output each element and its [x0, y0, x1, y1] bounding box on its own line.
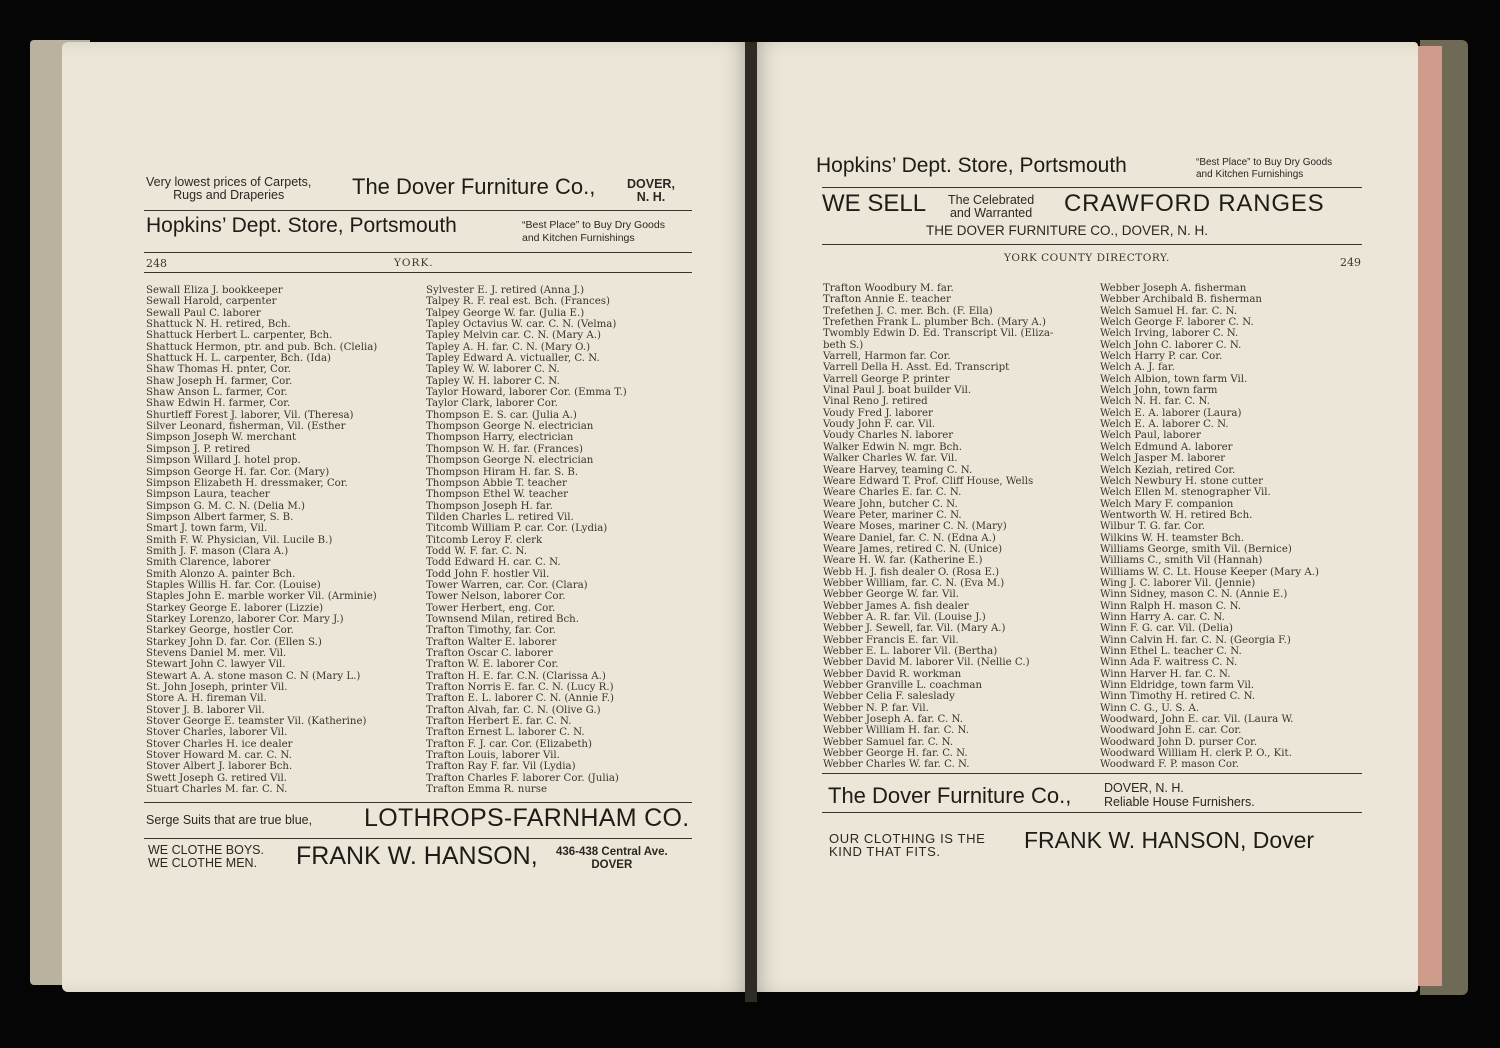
directory-entry: Tilden Charles L. retired Vil. — [426, 511, 574, 523]
directory-entry: Weare Harvey, teaming C. N. — [823, 464, 973, 476]
directory-entry: Webber William, far. C. N. (Eva M.) — [823, 577, 1005, 589]
divider — [822, 244, 1362, 245]
hanson-address — [556, 846, 668, 871]
directory-entry: Welch Jasper M. laborer — [1100, 453, 1226, 465]
directory-entry: Tower Herbert, eng. Cor. — [426, 602, 556, 614]
directory-entry: Webber Samuel far. C. N. — [823, 736, 954, 748]
directory-entry: Thompson Ethel W. teacher — [426, 489, 568, 501]
directory-entry: Weare Moses, mariner C. N. (Mary) — [823, 521, 1007, 533]
directory-entry: Woodward F. P. mason Cor. — [1100, 759, 1240, 771]
directory-entry: Webber Francis E. far. Vil. — [823, 634, 959, 646]
directory-entry: Taylor Howard, laborer Cor. (Emma T.) — [426, 387, 627, 399]
directory-entry: Shaw Edwin H. farmer, Cor. — [146, 398, 291, 410]
directory-entry: Weare Daniel, far. C. N. (Edna A.) — [823, 532, 996, 544]
directory-entry: Tapley W. W. laborer C. N. — [426, 364, 560, 376]
directory-entry: Thompson George N. electrician — [426, 455, 594, 467]
directory-entry: Welch E. A. laborer C. N. — [1100, 419, 1229, 431]
directory-entry: Smith Clarence, laborer — [146, 557, 271, 569]
directory-entry: Wilbur T. G. far. Cor. — [1100, 521, 1206, 533]
dover-place-line-2: N. H. — [636, 190, 666, 204]
directory-entry: Wing J. C. laborer Vil. (Jennie) — [1100, 577, 1256, 589]
our-clothing-line-2: KIND THAT FITS. — [829, 843, 941, 859]
directory-entry: Simpson G. M. C. N. (Delia M.) — [146, 500, 306, 512]
directory-entry: Woodward, John E. car. Vil. (Laura W. — [1100, 714, 1294, 726]
carpets-ad-line-2: Rugs and Draperies — [173, 188, 285, 202]
directory-entry: Winn Harry A. car. C. N. — [1100, 611, 1225, 623]
directory-entry: Shurtleff Forest J. laborer, Vil. (Theresa) — [146, 409, 354, 421]
directory-entry: Webber David M. laborer Vil. (Nellie C.) — [823, 657, 1030, 669]
directory-entry: Talpey George W. far. (Julia E.) — [426, 307, 585, 319]
directory-entry: Simpson J. P. retired — [146, 443, 251, 455]
directory-entry: Store A. H. fireman Vil. — [146, 693, 267, 705]
directory-entry: Smart J. town farm, Vil. — [146, 523, 268, 535]
directory-entry: Trafton Norris E. far. C. N. (Lucy R.) — [426, 682, 614, 694]
directory-entry: Staples Willis H. far. Cor. (Louise) — [146, 579, 321, 591]
directory-entry: Staples John E. marble worker Vil. (Arminie) — [146, 591, 377, 603]
directory-entry: Winn Sidney, mason C. N. (Annie E.) — [1100, 589, 1288, 601]
directory-entry: Webb H. J. fish dealer O. (Rosa E.) — [823, 566, 1000, 578]
directory-entry: Titcomb Leroy F. clerk — [426, 534, 543, 546]
hopkins-tagline-right — [1196, 157, 1332, 181]
directory-entry: Tower Warren, car. Cor. (Clara) — [426, 579, 588, 591]
directory-entry: Webber William H. far. C. N. — [823, 725, 969, 737]
directory-entry: Simpson Albert farmer, S. B. — [146, 511, 294, 523]
directory-entry: Thompson W. H. far. (Frances) — [426, 443, 583, 455]
directory-entry: Trafton Herbert E. far. C. N. — [426, 716, 572, 728]
directory-entry: Weare Edward T. Prof. Cliff House, Wells — [823, 475, 1034, 487]
directory-entry: Wentworth W. H. retired Bch. — [1100, 509, 1253, 521]
hopkins-store-name: Hopkins’ Dept. Store, Portsmouth — [146, 214, 457, 237]
directory-entry: Woodward John E. car. Cor. — [1100, 725, 1242, 737]
directory-entry: Smith J. F. mason (Clara A.) — [146, 545, 289, 557]
carpets-ad-text — [146, 176, 311, 202]
directory-entry: Tapley Octavius W. car. C. N. (Velma) — [426, 319, 617, 331]
directory-entry: Welch Ellen M. stenographer Vil. — [1100, 487, 1271, 499]
running-head: YORK. — [394, 257, 434, 269]
directory-entry: Sewall Paul C. laborer — [146, 307, 261, 319]
directory-column-1 — [146, 285, 416, 795]
directory-entry: Trefethen J. C. mer. Bch. (F. Ella) — [823, 305, 993, 317]
directory-entry: Walker Charles W. far. Vil. — [823, 453, 958, 465]
directory-entry: Starkey Lorenzo, laborer Cor. Mary J.) — [146, 613, 344, 625]
directory-entry: Trafton Oscar C. laborer — [426, 648, 553, 659]
divider — [144, 272, 692, 273]
hanson-address-1: 436-438 Central Ave. — [556, 846, 668, 858]
dover-furniture-bottom-place: DOVER, N. H. — [1104, 781, 1184, 795]
directory-entry: Sewall Eliza J. bookkeeper — [146, 285, 283, 296]
directory-entry: Webber Archibald B. fisherman — [1100, 294, 1262, 306]
directory-entry: Talpey R. F. real est. Bch. (Frances) — [426, 296, 610, 308]
directory-entry: Welch E. A. laborer (Laura) — [1100, 407, 1242, 419]
directory-column-4 — [1100, 283, 1370, 771]
hopkins-tagline — [522, 219, 665, 244]
left-page — [62, 42, 752, 992]
hanson-name: FRANK W. HANSON, — [296, 842, 538, 870]
directory-entry: Silver Leonard, fisherman, Vil. (Esther — [146, 421, 346, 433]
directory-entry: Welch Mary F. companion — [1100, 498, 1234, 510]
directory-entry: Titcomb William P. car. Cor. (Lydia) — [426, 523, 608, 535]
directory-entry: Shaw Thomas H. pnter, Cor. — [146, 364, 291, 376]
directory-entry: Thompson Abbie T. teacher — [426, 477, 567, 489]
directory-entry: Tapley W. H. laborer C. N. — [426, 375, 560, 387]
directory-entry: Shaw Anson L. farmer, Cor. — [146, 387, 288, 399]
directory-entry: Stover J. B. laborer Vil. — [146, 704, 265, 716]
directory-entry: Winn Ada F. waitress C. N. — [1100, 657, 1238, 669]
directory-entry: Taylor Clark, laborer Cor. — [426, 398, 558, 410]
directory-entry: Voudy Charles N. laborer — [823, 430, 954, 442]
directory-entry: Walker Edwin N. mgr. Bch. — [823, 441, 963, 453]
directory-entry: Trafton Louis, laborer Vil. — [426, 750, 560, 762]
directory-entry: Smith F. W. Physician, Vil. Lucile B.) — [146, 534, 333, 546]
directory-entry: Woodward John D. purser Cor. — [1100, 736, 1258, 748]
directory-entry: Webber N. P. far. Vil. — [823, 702, 929, 714]
we-sell: WE SELL — [822, 190, 927, 217]
directory-entry: Simpson George H. far. Cor. (Mary) — [146, 466, 330, 478]
directory-entry: Trafton Emma R. nurse — [426, 784, 548, 796]
directory-entry: Shattuck N. H. retired, Bch. — [146, 319, 291, 331]
directory-entry: Simpson Joseph W. merchant — [146, 432, 297, 444]
page-number-right: 249 — [1340, 256, 1361, 269]
directory-column-3 — [823, 283, 1095, 771]
directory-entry: Welch Edmund A. laborer — [1100, 441, 1233, 453]
directory-entry: Todd Edward H. car. C. N. — [426, 557, 561, 569]
directory-entry: Todd John F. hostler Vil. — [426, 568, 550, 580]
directory-entry: Trafton Alvah, far. C. N. (Olive G.) — [426, 704, 601, 716]
directory-entry: Welch Paul, laborer — [1100, 430, 1201, 442]
hopkins-tagline-2: and Kitchen Furnishings — [522, 231, 635, 244]
hanson-address-2: DOVER — [591, 858, 633, 871]
dover-furniture-bottom-tag — [1104, 782, 1255, 809]
directory-entry: St. John Joseph, printer Vil. — [146, 682, 288, 694]
divider — [822, 187, 1362, 188]
directory-entry: Welch John, town farm — [1100, 385, 1218, 397]
directory-entry: Shattuck Herbert L. carpenter, Bch. — [146, 330, 333, 342]
directory-entry: Trafton Walter E. laborer — [426, 636, 557, 648]
directory-entry: Simpson Laura, teacher — [146, 489, 270, 501]
directory-entry: Tapley Edward A. victualler, C. N. — [426, 353, 600, 365]
directory-entry: Welch Keziah, retired Cor. — [1100, 464, 1236, 476]
directory-entry: Stover Albert J. laborer Bch. — [146, 761, 293, 773]
directory-entry: Tapley Melvin car. C. N. (Mary A.) — [426, 330, 601, 342]
directory-entry: beth S.) — [823, 339, 864, 351]
directory-entry: Stewart A. A. stone mason C. N (Mary L.) — [146, 670, 361, 682]
directory-entry: Winn Calvin H. far. C. N. (Georgia F.) — [1100, 634, 1291, 646]
directory-entry: Shattuck H. L. carpenter, Bch. (Ida) — [146, 353, 331, 365]
directory-entry: Smith Alonzo A. painter Bch. — [146, 568, 296, 580]
lothrops-tagline: Serge Suits that are true blue, — [146, 813, 313, 827]
carpets-ad-line-1: Very lowest prices of Carpets, — [146, 175, 312, 189]
directory-entry: Welch Irving, laborer C. N. — [1100, 328, 1239, 340]
directory-entry: Thompson George N. electrician — [426, 421, 594, 433]
dover-furniture-company: THE DOVER FURNITURE CO., DOVER, N. H. — [926, 223, 1209, 238]
divider — [144, 252, 692, 253]
directory-entry: Stover Charles H. ice dealer — [146, 738, 293, 750]
directory-entry: Woodward William H. clerk P. O., Kit. — [1100, 748, 1292, 760]
directory-entry: Voudy Fred J. laborer — [823, 407, 933, 419]
directory-entry: Stover Howard M. car. C. N. — [146, 750, 292, 762]
hanson-tagline-2: WE CLOTHE MEN. — [148, 855, 258, 870]
directory-entry: Trafton Ernest L. laborer C. N. — [426, 727, 585, 739]
directory-entry: Thompson Hiram H. far. S. B. — [426, 466, 579, 478]
directory-entry: Trafton Ray F. far. Vil (Lydia) — [426, 761, 576, 773]
directory-entry: Trafton F. J. car. Cor. (Elizabeth) — [426, 738, 592, 750]
directory-entry: Swett Joseph G. retired Vil. — [146, 772, 288, 784]
directory-entry: Twombly Edwin D. Ed. Transcript Vil. (Eliza- — [823, 328, 1054, 340]
hopkins-tagline-right-1: “Best Place” to Buy Dry Goods — [1196, 157, 1333, 168]
directory-entry: Welch Albion, town farm Vil. — [1100, 373, 1248, 385]
directory-entry: Tapley A. H. far. C. N. (Mary O.) — [426, 341, 591, 353]
directory-entry: Trefethen Frank L. plumber Bch. (Mary A.) — [823, 317, 1047, 329]
directory-entry: Todd W. F. far. C. N. — [426, 545, 528, 557]
directory-entry: Sewall Harold, carpenter — [146, 296, 277, 308]
directory-entry: Welch Newbury H. stone cutter — [1100, 475, 1264, 487]
directory-entry: Winn C. G., U. S. A. — [1100, 702, 1200, 714]
divider — [144, 210, 692, 211]
directory-entry: Webber George W. far. Vil. — [823, 589, 959, 601]
directory-entry: Weare John, butcher C. N. — [823, 498, 958, 510]
divider — [822, 773, 1362, 774]
directory-entry: Weare Peter, mariner C. N. — [823, 509, 962, 521]
directory-entry: Webber Joseph A. fisherman — [1100, 283, 1247, 294]
directory-entry: Webber James A. fish dealer — [823, 600, 969, 612]
directory-entry: Webber Granville L. coachman — [823, 680, 983, 692]
directory-entry: Vinal Paul J. boat builder Vil. — [823, 385, 972, 397]
directory-column-2 — [426, 285, 696, 795]
directory-entry: Voudy John F. car. Vil. — [823, 419, 936, 431]
directory-entry: Shattuck Hermon, ptr. and pub. Bch. (Clelia) — [146, 341, 378, 353]
directory-entry: Vinal Reno J. retired — [823, 396, 928, 408]
directory-entry: Sylvester E. J. retired (Anna J.) — [426, 285, 585, 296]
directory-entry: Tower Nelson, laborer Cor. — [426, 591, 566, 603]
directory-entry: Webber Joseph A. far. C. N. — [823, 714, 963, 726]
directory-entry: Webber A. R. far. Vil. (Louise J.) — [823, 611, 986, 623]
divider — [144, 802, 692, 803]
hanson-tagline — [148, 844, 264, 869]
hopkins-tagline-right-2: and Kitchen Furnishings — [1196, 169, 1304, 180]
running-head-right: YORK COUNTY DIRECTORY. — [1004, 252, 1170, 264]
directory-entry: Varrell, Harmon far. Cor. — [823, 351, 951, 363]
hopkins-store-name-right: Hopkins’ Dept. Store, Portsmouth — [816, 154, 1127, 177]
dover-place — [627, 178, 675, 204]
directory-entry: Winn Ralph H. mason C. N. — [1100, 600, 1242, 612]
directory-entry: Webber Charles W. far. C. N. — [823, 759, 970, 771]
dover-furniture-bottom-name: The Dover Furniture Co., — [828, 783, 1072, 808]
directory-entry: Varrell George P. printer — [823, 373, 950, 385]
directory-entry: Williams C., smith Vil (Hannah) — [1100, 555, 1263, 567]
divider — [144, 838, 692, 839]
dover-furniture-name: The Dover Furniture Co., — [352, 174, 596, 199]
directory-entry: Trafton Timothy, far. Cor. — [426, 625, 556, 637]
dover-place-line-1: DOVER, — [627, 177, 675, 191]
directory-entry: Stover Charles, laborer Vil. — [146, 727, 288, 739]
directory-entry: Winn Timothy H. retired C. N. — [1100, 691, 1256, 703]
hopkins-tagline-1: “Best Place” to Buy Dry Goods — [522, 219, 665, 231]
directory-entry: Thompson Joseph H. far. — [426, 500, 553, 512]
crawford-ranges: CRAWFORD RANGES — [1064, 190, 1325, 217]
directory-entry: Weare Charles E. far. C. N. — [823, 487, 962, 499]
directory-entry: Winn F. G. car. Vil. (Delia) — [1100, 623, 1234, 635]
directory-entry: Shaw Joseph H. farmer, Cor. — [146, 375, 293, 387]
divider — [822, 812, 1362, 813]
directory-entry: Stevens Daniel M. mer. Vil. — [146, 648, 287, 659]
directory-entry: Thompson Harry, electrician — [426, 432, 574, 444]
directory-entry: Winn Harver H. far. C. N. — [1100, 668, 1231, 680]
directory-entry: Starkey George, hostler Cor. — [146, 625, 294, 637]
directory-entry: Welch N. H. far. C. N. — [1100, 396, 1211, 408]
directory-entry: Simpson Willard J. hotel prop. — [146, 455, 301, 467]
our-clothing-tagline — [829, 833, 985, 858]
directory-entry: Williams George, smith Vil. (Bernice) — [1100, 543, 1292, 555]
directory-entry: Trafton E. L. laborer C. N. (Annie F.) — [426, 693, 615, 705]
celebrated-line-2: and Warranted — [949, 206, 1033, 220]
directory-entry: Trafton Charles F. laborer Cor. (Julia) — [426, 772, 619, 784]
directory-entry: Webber George H. far. C. N. — [823, 748, 968, 760]
hanson-dover-name: FRANK W. HANSON, Dover — [1024, 827, 1315, 853]
directory-entry: Webber E. L. laborer Vil. (Bertha) — [823, 646, 998, 657]
directory-entry: Welch John C. laborer C. N. — [1100, 339, 1242, 351]
hanson-tagline-1: WE CLOTHE BOYS. — [148, 843, 264, 857]
directory-entry: Welch George F. laborer C. N. — [1100, 317, 1254, 329]
book-gutter — [745, 42, 757, 1002]
directory-entry: Stover George E. teamster Vil. (Katherine) — [146, 716, 367, 728]
directory-entry: Welch Harry P. car. Cor. — [1100, 351, 1223, 363]
directory-entry: Weare James, retired C. N. (Unice) — [823, 543, 1003, 555]
our-clothing-line-1: OUR CLOTHING IS THE — [829, 831, 986, 846]
directory-entry: Thompson E. S. car. (Julia A.) — [426, 409, 577, 421]
lothrops-name: LOTHROPS-FARNHAM CO. — [364, 804, 690, 832]
directory-entry: Simpson Elizabeth H. dressmaker, Cor. — [146, 477, 348, 489]
directory-entry: Webber Celia F. saleslady — [823, 691, 955, 703]
directory-entry: Stewart John C. lawyer Vil. — [146, 659, 286, 671]
directory-entry: Webber J. Sewell, far. Vil. (Mary A.) — [823, 623, 1006, 635]
directory-entry: Winn Eldridge, town farm Vil. — [1100, 680, 1255, 692]
directory-entry: Trafton W. E. laborer Cor. — [426, 659, 559, 671]
right-page — [750, 42, 1418, 992]
celebrated-line-1: The Celebrated — [948, 193, 1035, 207]
directory-entry: Williams W. C. Lt. House Keeper (Mary A.) — [1100, 566, 1319, 578]
directory-entry: Trafton H. E. far. C.N. (Clarissa A.) — [426, 670, 606, 682]
directory-entry: Winn Ethel L. teacher C. N. — [1100, 646, 1242, 657]
directory-entry: Trafton Woodbury M. far. — [823, 283, 954, 294]
directory-entry: Townsend Milan, retired Bch. — [426, 613, 579, 625]
directory-entry: Welch Samuel H. far. C. N. — [1100, 305, 1238, 317]
celebrated-text — [948, 194, 1034, 220]
directory-entry: Starkey John D. far. Cor. (Ellen S.) — [146, 636, 322, 648]
directory-entry: Varrell Della H. Asst. Ed. Transcript — [823, 362, 1010, 374]
page-number: 248 — [146, 257, 167, 270]
directory-entry: Stuart Charles M. far. C. N. — [146, 784, 288, 796]
directory-entry: Trafton Annie E. teacher — [823, 294, 951, 306]
directory-entry: Starkey George E. laborer (Lizzie) — [146, 602, 324, 614]
directory-entry: Wilkins W. H. teamster Bch. — [1100, 532, 1245, 544]
directory-entry: Welch A. J. far. — [1100, 362, 1175, 374]
directory-entry: Webber David R. workman — [823, 668, 962, 680]
directory-entry: Weare H. W. far. (Katherine E.) — [823, 555, 983, 567]
dover-furniture-bottom-tagline: Reliable House Furnishers. — [1104, 794, 1255, 809]
